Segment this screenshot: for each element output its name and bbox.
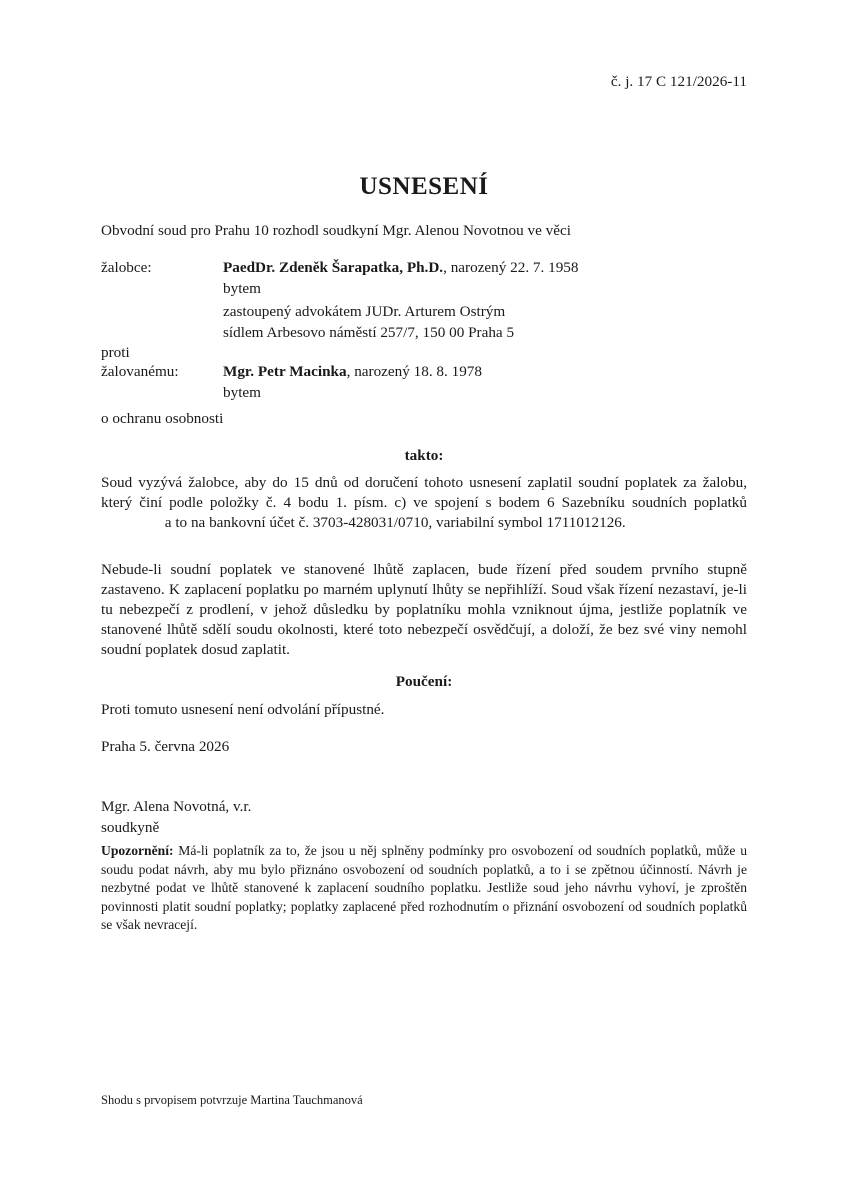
defendant-name: Mgr. Petr Macinka [223,363,347,380]
verdict-p1-end: a to na bankovní účet č. 3703-428031/0710, variabilní symbol 1711012126. [164,514,626,531]
defendant-details [223,362,482,403]
defendant-role: žalovanému: [101,363,179,380]
footer-certification: Shodu s prvopisem potvrzuje Martina Tauchmanová [101,1093,363,1107]
instruction-heading: Poučení: [395,673,453,690]
proti-label: proti [101,344,130,361]
instruction-text: Proti tomuto usnesení není odvolání přípustné. [101,701,385,718]
document-title: USNESENÍ [359,173,489,200]
intro-text: Obvodní soud pro Prahu 10 rozhodl soudkyní Mgr. Alenou Novotnou ve věci [101,222,571,239]
plaintiff-role: žalobce: [101,259,152,276]
notice-block [101,842,747,935]
plaintiff-seat: sídlem Arbesovo náměstí 257/7, 150 00 Praha 5 [223,324,515,341]
verdict-paragraph-1 [101,473,747,533]
notice-label: Upozornění: [101,843,174,858]
plaintiff-born: , narozený 22. 7. 1958 [443,259,579,276]
case-number: č. j. 17 C 121/2026-11 [610,73,747,90]
verdict-heading: takto: [404,447,444,464]
verdict-p2-text: Nebude-li soudní poplatek ve stanovené lhůtě zaplacen, bude řízení před soudem prvního stupně zastaveno. K zaplacení poplatku po marném uplynutí lhůty se nepřihlíží. Soud však řízení nezastaví, je-li tu nebezpečí z prodlení, v jehož důsledku by poplatníku mohla vzniknout újma, jestliže poplatník ve stanovené lhůtě sdělí soudu okolnosti, které toto nebezpečí osvědčují, a doloží, že bez své viny nemohl soudní poplatek dosud zaplatit. [101,561,747,658]
place-date: Praha 5. června 2026 [101,738,230,755]
redacted-amount [101,518,161,530]
verdict-p1-text: Soud vyzývá žalobce, aby do 15 dnů od doručení tohoto usnesení zaplatil soudní poplatek za žalobu, který činí podle položky č. 4 bodu 1. písm. c) ve spojení s bodem 6 Sazebníku soudních poplatků [101,474,747,511]
signature-name: Mgr. Alena Novotná, v.r. [101,798,252,815]
signature-title: soudkyně [101,819,160,836]
plaintiff-details [223,258,579,343]
plaintiff-represented: zastoupený advokátem JUDr. Arturem Ostrým [223,303,506,320]
notice-text: Má-li poplatník za to, že jsou u něj splněny podmínky pro osvobození od soudních poplatků, může u soudu podat návrh, aby mu bylo přiznáno osvobození od soudních poplatků, a to i se zpětnou účinností. Návrh je nezbytné podat ve lhůtě stanovené k zaplacení soudního poplatku. Jestliže soud jeho návrhu vyhoví, je zproštěn povinnosti platit soudní poplatky; poplatky zaplacené před rozhodnutím o přiznání osvobození od soudních poplatků se však nevracejí. [101,843,747,932]
verdict-paragraph-2 [101,560,747,660]
plaintiff-name: PaedDr. Zdeněk Šarapatka, Ph.D. [223,259,444,276]
plaintiff-residence: bytem [223,280,261,297]
case-subject: o ochranu osobnosti [101,410,224,427]
defendant-born: , narozený 18. 8. 1978 [346,363,482,380]
defendant-residence: bytem [223,384,261,401]
